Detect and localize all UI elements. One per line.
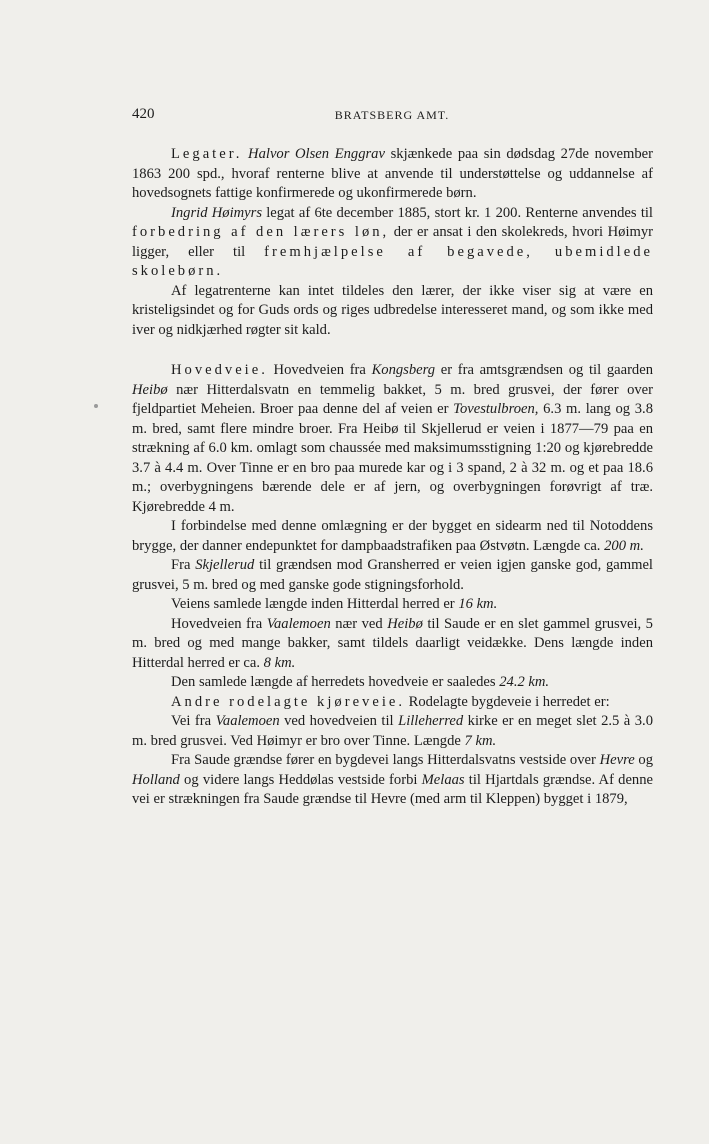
page-header bbox=[132, 106, 652, 126]
paragraph-lilleherred: Vei fra Vaalemoen ved hovedveien til Lilleherred kirke er en meget slet 2.5 à 3.0 m. bred grusvei. Ved Høimyr er bro over Tinne. Længde 7 km. bbox=[132, 713, 653, 749]
paragraph-andre-veie: Andre rodelagte kjøreveie. Rodelagte bygdeveie i herredet er: bbox=[171, 693, 610, 710]
paragraph-vaalemoen: Hovedveien fra Vaalemoen nær ved Heibø til Saude er en slet gammel grusvei, 5 m. bred og med mange bakker, samt tildels daarligt veidække. Dens længde inden Hitterdal herred er ca. 8 km. bbox=[132, 615, 653, 671]
running-head: BRATSBERG AMT. bbox=[334, 108, 450, 122]
page-number: 420 bbox=[132, 106, 155, 122]
paragraph-herred-total: Den samlede længde af herredets hovedveie er saaledes 24.2 km. bbox=[171, 674, 550, 690]
paragraph-hovedveie: Hovedveie. Hovedveien fra Kongsberg er fra amtsgrændsen og til gaarden Heibø nær Hitterdalsvatn en temmelig bakket, 5 m. bred grusvei, der fører over fjeldpartiet Meheien. Broer paa denne del af veien er Tovestulbroen, 6.3 m. lang og 3.8 m. bred, samt flere mindre broer. Fra Heibø til Skjellerud er veien i 1877—79 paa en strækning af 6.0 km. omlagt som chaussée med maksimumsstigning 1:20 og kjørebredde 3.7 à 4.4 m. Over Tinne er en bro paa murede kar og i 3 spand, 2 à 32 m. og et paa 18.6 m.; overbygningens bærende dele er af jern, og overbygningen forøvrigt af træ. Kjørebredde 4 m. bbox=[132, 362, 653, 515]
paragraph-skjellerud: Fra Skjellerud til grændsen mod Gransherred er veien igjen ganske god, gammel grusvei, 5 m. bred og med ganske gode stigningsforhold. bbox=[132, 557, 653, 593]
margin-mark bbox=[94, 404, 98, 408]
paragraph-total-length: Veiens samlede længde inden Hitterdal herred er 16 km. bbox=[171, 596, 498, 612]
paragraph-legat-conditions: Af legatrenterne kan intet tildeles den lærer, der ikke viser sig at være en kristeligsindet og for Guds ords og riges udbredelse interesseret mand, og som ikke med iver og nidkjærhed røgter sit kald. bbox=[132, 282, 653, 338]
paragraph-legater: Legater. Halvor Olsen Enggrav skjænkede paa sin dødsdag 27de november 1863 200 spd., hvoraf renterne blive at anvende til understøttelse og uddannelse af hovedsognets fattige konfirmerede og ukonfirmerede børn. bbox=[132, 146, 654, 201]
body-text bbox=[132, 145, 653, 810]
paragraph-sidearm: I forbindelse med denne omlægning er der bygget en sidearm ned til Notoddens brygge, der danner endepunktet for dampbaadstrafiken paa Østvøtn. Længde ca. 200 m. bbox=[132, 518, 653, 554]
paragraph-saude: Fra Saude grændse fører en bygdevei langs Hitterdalsvatns vestside over Hevre og Holland og videre langs Heddølas vestside forbi Melaas til Hjartdals grændse. Af denne vei er strækningen fra Saude grændse til Hevre (med arm til Kleppen) bygget i 1879, bbox=[132, 752, 653, 807]
paragraph-ingrid-legat: Ingrid Høimyrs legat af 6te december 1885, stort kr. 1 200. Renterne anvendes til forbedring af den lærers løn, der er ansat i den skolekreds, hvori Høimyr ligger, eller til fremhjælpelse af begavede, ubemidlede skolebørn. bbox=[132, 204, 654, 279]
